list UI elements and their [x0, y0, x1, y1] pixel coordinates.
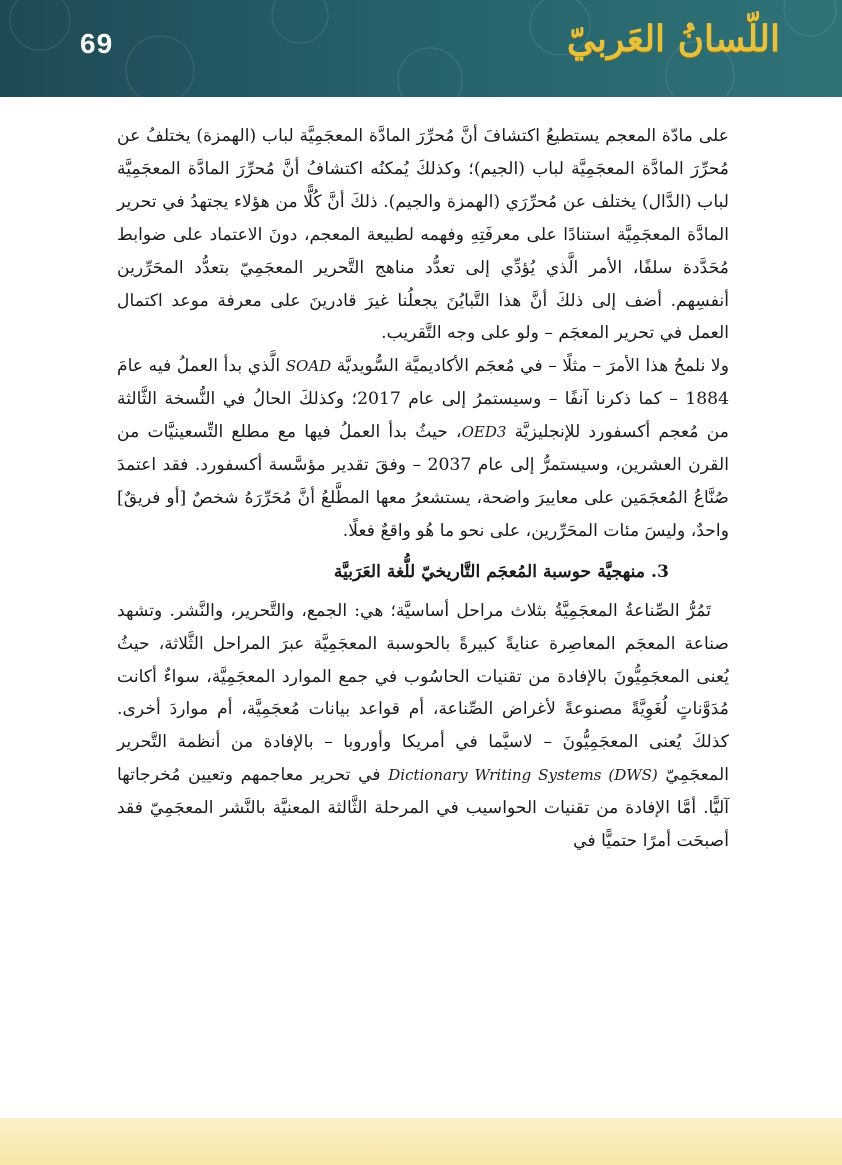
journal-logo: اللّسانُ العَربيّ [566, 18, 780, 60]
paragraph-3 [117, 595, 729, 858]
dws-term: Dictionary Writing Systems (DWS) [388, 766, 658, 785]
paragraph-2 [117, 350, 729, 547]
article-body [117, 120, 729, 858]
page-header [0, 0, 842, 97]
paragraph-3-text-a: تَمُرُّ الصِّناعةُ المعجَمِيَّةُ بثلاث مراحل أساسيَّة؛ هي: الجمع، والتَّحرير، والنَّشر. وتشهد صناعة المعجَم المعاصِرة عنايةً كبيرةً بالحوسبة المعجَمِيَّة عبرَ المراحل الثَّلاثة، حيثُ يُعنى المعجَمِيُّونَ بالإفادة من تقنيات الحاسُوب في جمع الموارد المعجَمِيَّة، سواءٌ أكانت مُدَوَّناتٍ لُغَوِيَّةً مصنوعةً لأغراض الصِّناعة، أم قواعد بيانات مُعجَمِيَّة، أم مواردَ أخرى. كذلكَ يُعنى المعجَمِيُّونَ – لاسيَّما في أمريكا وأوروبا – بالإفادة من أنظمة التَّحرير المعجَمِيّ [117, 600, 729, 786]
page-footer-band [0, 1118, 842, 1165]
soad-abbreviation: SOAD [285, 357, 332, 376]
paragraph-2-text-a: ولا نلمحُ هذا الأمرَ – مثلًا – في مُعجَم الأكاديميَّة السُّويديَّة [336, 356, 730, 377]
page-number: 69 [80, 28, 114, 59]
paragraph-2-text-c: ، حيثُ بدأ العملُ فيها مع مطلع التِّسعينيَّات من القرن العشرين، وسيستمرُّ إلى عام 2037 – وفقَ تقدير مؤسَّسة أكسفورد. فقد اعتمدَ صُنَّاعُ المُعجَمَين على معاييرَ واضحة، يستشعرُ معها المطَّلعُ أنَّ مُحَرِّرَهُ شخصٌ [أو فريقٌ] واحدٌ، وليسَ مئات المحَرِّرين، على نحو ما هُو واقعٌ فعلًا. [117, 422, 729, 541]
oed3-abbreviation: OED3 [461, 423, 507, 442]
section-heading: 3. منهجيَّة حوسبة المُعجَم التَّاريخيّ للُّغة العَرَبيَّة [333, 561, 669, 582]
paragraph-1: على مادّة المعجم يستطيعُ اكتشافَ أنَّ مُحرِّرَ المادَّة المعجَمِيَّة لباب (الهمزة) يختلفُ عن مُحرِّرَ المادَّة المعجَمِيَّة لباب (الجيم)؛ وكذلكَ يُمكنُه اكتشافُ أنَّ مُحرِّرَ المادَّة المعجَمِيَّة لباب (الدَّال) يختلف عن مُحرِّرَي (الهمزة والجيم). ذلكَ أنَّ كُلًّا من هؤلاء يجتهدُ في تحرير المادَّة المعجَمِيَّة استنادًا على معرفَتِهِ وفهمه لطبيعة المعجم، دونَ الاعتماد على ضوابط مُحَدَّدة سلفًا، الأمر الَّذي يُؤدِّي إلى تعدُّد مناهج التَّحرير المعجَمِيّ بتعدُّد المحَرِّرين أنفسِهم. أضف إلى ذلكَ أنَّ هذا التَّبايُنَ يجعلُنا غيرَ قادرينَ على معرفة موعد اكتمال العمل في تحرير المعجَم – ولو على وجه التَّقريب. [117, 126, 729, 344]
paragraph-2-text-b: الَّذي بدأ العملُ فيه عامَ 1884 – كما ذكرنا آنفًا – وسيستمرُ إلى عام 2017؛ وكذلكَ الحالُ في النُّسخة الثَّالثة من مُعجم أكسفورد للإنجليزيَّة [117, 356, 730, 443]
paragraph-3-text-b: في تحرير معاجمهم وتعيين مُخرجاتها آليًّا. أمَّا الإفادة من تقنيات الحواسيب في المرحلة الثَّالثة المعنيَّة بالنَّشر المعجَمِيّ فقد أصبحَت أمرًا حتميًّا في [117, 765, 729, 852]
